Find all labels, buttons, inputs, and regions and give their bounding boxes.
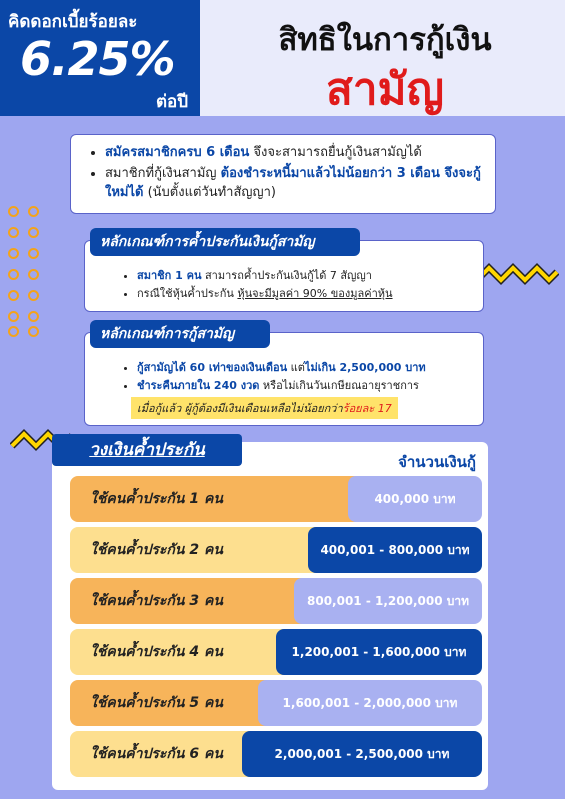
interest-rate-box <box>0 0 200 116</box>
row-amount: 400,001 - 800,000 บาท <box>308 527 482 573</box>
guarantee-rule-text: สามารถค้ำประกันเงินกู้ได้ 7 สัญญา <box>201 269 372 282</box>
row-label: ใช้คนค้ำประกัน 6 คน <box>70 731 266 777</box>
page-title: สิทธิในการกู้เงิน <box>278 22 492 58</box>
table-row <box>70 629 482 675</box>
row-amount: 800,001 - 1,200,000 บาท <box>294 578 482 624</box>
table-row <box>70 578 482 624</box>
loan-rule-highlight: กู้สามัญได้ 60 เท่าของเงินเดือน <box>137 361 288 374</box>
loan-rule-text: แต่ <box>287 361 305 374</box>
page-title-highlight: สามัญ <box>325 64 445 115</box>
guarantee-rule-underline: หุ้นจะมีมูลค่า 90% ของมูลค่าหุ้น <box>237 287 393 300</box>
guarantee-rule-item <box>137 267 473 285</box>
loan-rules-title: หลักเกณฑ์การกู้สามัญ <box>90 320 270 348</box>
loan-amount-header: จำนวนเงินกู้ <box>398 453 476 471</box>
table-row <box>70 680 482 726</box>
rate-caption-bottom: ต่อปี <box>155 92 188 112</box>
table-row <box>70 476 482 522</box>
eligibility-item-highlight: ต้องชำระหนี้มาแล้วไม่น้อยกว่า 3 เดือน จึงจะกู้ใหม่ได้ <box>105 166 481 200</box>
guarantee-rule-text: กรณีใช้หุ้นค้ำประกัน <box>137 287 238 300</box>
row-label: ใช้คนค้ำประกัน 4 คน <box>70 629 302 675</box>
salary-note-text: เมื่อกู้แล้ว ผู้กู้ต้องมีเงินเดือนเหลือไม่น้อยกว่า <box>137 402 343 415</box>
row-label: ใช้คนค้ำประกัน 3 คน <box>70 578 320 624</box>
salary-note <box>131 397 398 419</box>
loan-rule-highlight: ชำระคืนภายใน 240 งวด <box>137 379 260 392</box>
guarantee-table <box>52 442 488 790</box>
row-amount: 400,000 บาท <box>348 476 482 522</box>
salary-note-percent: ร้อยละ 17 <box>342 402 392 415</box>
table-row <box>70 527 482 573</box>
eligibility-item-highlight: สมัครสมาชิกครบ 6 เดือน <box>105 145 250 160</box>
rate-caption-top: คิดดอกเบี้ยร้อยละ <box>8 12 138 32</box>
eligibility-item-text: จึงจะสามารถยื่นกู้เงินสามัญได้ <box>249 145 422 160</box>
eligibility-item-text: (นับตั้งแต่วันทำสัญญา) <box>143 185 276 200</box>
row-label: ใช้คนค้ำประกัน 2 คน <box>70 527 340 573</box>
eligibility-item <box>105 164 487 202</box>
eligibility-item <box>105 143 487 162</box>
eligibility-item-text: สมาชิกที่กู้เงินสามัญ <box>105 166 221 181</box>
guarantee-rules-title: หลักเกณฑ์การค้ำประกันเงินกู้สามัญ <box>90 228 360 256</box>
row-amount: 1,600,001 - 2,000,000 บาท <box>258 680 482 726</box>
row-label: ใช้คนค้ำประกัน 5 คน <box>70 680 284 726</box>
guarantee-rule-item <box>137 285 473 303</box>
guarantee-table-title: วงเงินค้ำประกัน <box>52 434 242 466</box>
guarantee-rule-highlight: สมาชิก 1 คน <box>137 269 202 282</box>
loan-rule-highlight: ไม่เกิน 2,500,000 บาท <box>304 361 426 374</box>
eligibility-card <box>70 134 496 214</box>
zigzag-decoration-icon <box>475 262 559 286</box>
row-label: ใช้คนค้ำประกัน 1 คน <box>70 476 370 522</box>
row-amount: 2,000,001 - 2,500,000 บาท <box>242 731 482 777</box>
loan-rule-item <box>137 359 473 377</box>
row-amount: 1,200,001 - 1,600,000 บาท <box>276 629 482 675</box>
loan-rule-text: หรือไม่เกินวันเกษียณอายุราชการ <box>259 379 419 392</box>
table-row <box>70 731 482 777</box>
loan-rule-item <box>137 377 473 395</box>
rate-value: 6.25% <box>20 32 175 86</box>
